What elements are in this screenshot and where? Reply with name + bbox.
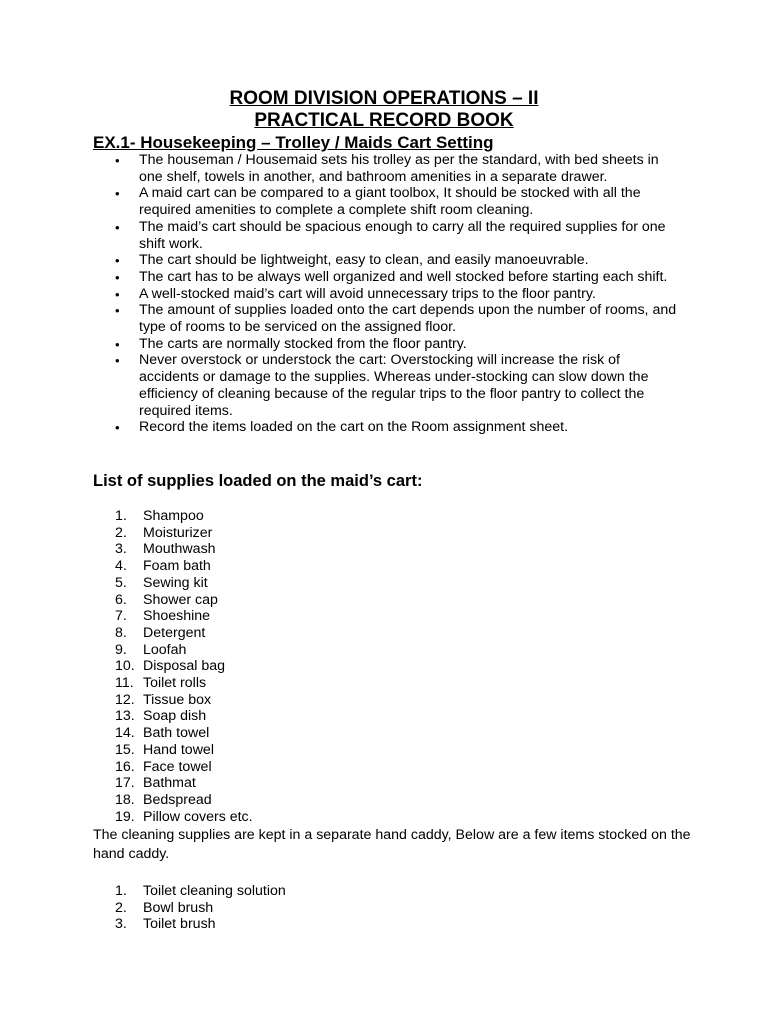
item-number: 1.	[115, 883, 127, 899]
item-text: Face towel	[143, 758, 212, 775]
bullet-item: • The carts are normally stocked from the floor pantry.	[93, 336, 683, 353]
bullet-item: • The cart has to be always well organized and well stocked before starting each shift.	[93, 269, 683, 286]
item-number: 15.	[115, 741, 135, 758]
item-text: Mouthwash	[143, 541, 216, 558]
list-item	[93, 558, 253, 575]
list-item	[93, 809, 253, 826]
item-number: 1.	[115, 508, 127, 524]
item-text: Toilet brush	[143, 916, 216, 933]
list-item	[93, 759, 253, 776]
list-item	[93, 625, 253, 642]
list-item	[93, 658, 253, 675]
item-number: 17.	[115, 775, 135, 792]
item-text: Hand towel	[143, 741, 214, 758]
item-number: 5.	[115, 574, 127, 591]
bullet-item: • The maid’s cart should be spacious enough to carry all the required supplies for one shift work.	[93, 219, 683, 252]
item-text: Moisturizer	[143, 524, 213, 541]
item-text: Bath towel	[143, 725, 210, 742]
list-item	[93, 642, 253, 659]
item-text: Soap dish	[143, 708, 207, 725]
list-item	[93, 708, 253, 725]
document-title: ROOM DIVISION OPERATIONS – II	[229, 88, 539, 109]
item-text: Shampoo	[143, 508, 204, 524]
exercise-heading: EX.1- Housekeeping – Trolley / Maids Cart Setting	[93, 133, 494, 152]
item-number: 19.	[115, 808, 135, 825]
list-item	[93, 592, 253, 609]
list-item	[93, 916, 286, 933]
list-item	[93, 725, 253, 742]
item-number: 9.	[115, 641, 127, 658]
item-text: Shoeshine	[143, 608, 211, 625]
item-number: 18.	[115, 791, 135, 808]
bullet-item: • The houseman / Housemaid sets his trolley as per the standard, with bed sheets in one shelf, towels in another, and bathroom amenities in a separate drawer.	[93, 152, 683, 185]
item-number: 2.	[115, 524, 127, 541]
item-number: 7.	[115, 608, 127, 625]
item-text: Bowl brush	[143, 899, 214, 916]
list-item	[93, 675, 253, 692]
item-number: 13.	[115, 708, 135, 725]
bullet-item: • A well-stocked maid’s cart will avoid unnecessary trips to the floor pantry.	[93, 286, 683, 303]
item-text: Loofah	[143, 641, 187, 658]
item-number: 14.	[115, 725, 135, 742]
item-number: 3.	[115, 916, 127, 933]
list-item	[93, 608, 253, 625]
item-number: 12.	[115, 691, 135, 708]
item-text: Sewing kit	[143, 574, 208, 591]
item-number: 16.	[115, 758, 135, 775]
item-text: Bathmat	[143, 775, 196, 792]
list-item	[93, 775, 253, 792]
bullet-list	[93, 152, 683, 436]
list-item	[93, 883, 286, 900]
item-number: 8.	[115, 624, 127, 641]
list-item	[93, 900, 286, 917]
item-text: Shower cap	[143, 591, 218, 608]
item-number: 2.	[115, 899, 127, 916]
item-text: Disposal bag	[143, 658, 226, 675]
bullet-item: • The amount of supplies loaded onto the cart depends upon the number of rooms, and type of rooms to be serviced on the assigned floor.	[93, 302, 683, 335]
item-number: 6.	[115, 591, 127, 608]
item-text: Toilet rolls	[143, 675, 207, 692]
item-text: Toilet cleaning solution	[143, 883, 286, 899]
bullet-item: • A maid cart can be compared to a giant toolbox, It should be stocked with all the required amenities to complete a complete shift room cleaning.	[93, 185, 683, 218]
document-subtitle: PRACTICAL RECORD BOOK	[254, 110, 514, 131]
list-item	[93, 742, 253, 759]
bullet-item: • The cart should be lightweight, easy to clean, and easily manoeuvrable.	[93, 252, 683, 269]
item-text: Tissue box	[143, 691, 212, 708]
list-item	[93, 575, 253, 592]
list-item	[93, 541, 253, 558]
list-item	[93, 792, 253, 809]
item-number: 3.	[115, 541, 127, 558]
supplies-heading: List of supplies loaded on the maid’s cart:	[93, 472, 423, 490]
item-text: Foam bath	[143, 558, 211, 575]
supplies-list	[93, 508, 253, 825]
list-item	[93, 508, 253, 525]
item-text: Detergent	[143, 624, 206, 641]
item-text: Pillow covers etc.	[143, 808, 253, 825]
item-number: 11.	[115, 675, 134, 692]
item-number: 10.	[115, 658, 135, 675]
list-item	[93, 692, 253, 709]
item-text: Bedspread	[143, 791, 212, 808]
item-number: 4.	[115, 558, 127, 575]
caddy-intro-paragraph: The cleaning supplies are kept in a separate hand caddy, Below are a few items stocked on the hand caddy.	[93, 827, 691, 862]
list-item	[93, 525, 253, 542]
caddy-list	[93, 883, 286, 933]
bullet-item: • Record the items loaded on the cart on the Room assignment sheet.	[93, 419, 683, 436]
bullet-item: • Never overstock or understock the cart: Overstocking will increase the risk of accidents or damage to the supplies. Whereas under-stocking can slow down the efficiency of cleaning because of the regular trips to the floor pantry to collect the required items.	[93, 352, 683, 419]
